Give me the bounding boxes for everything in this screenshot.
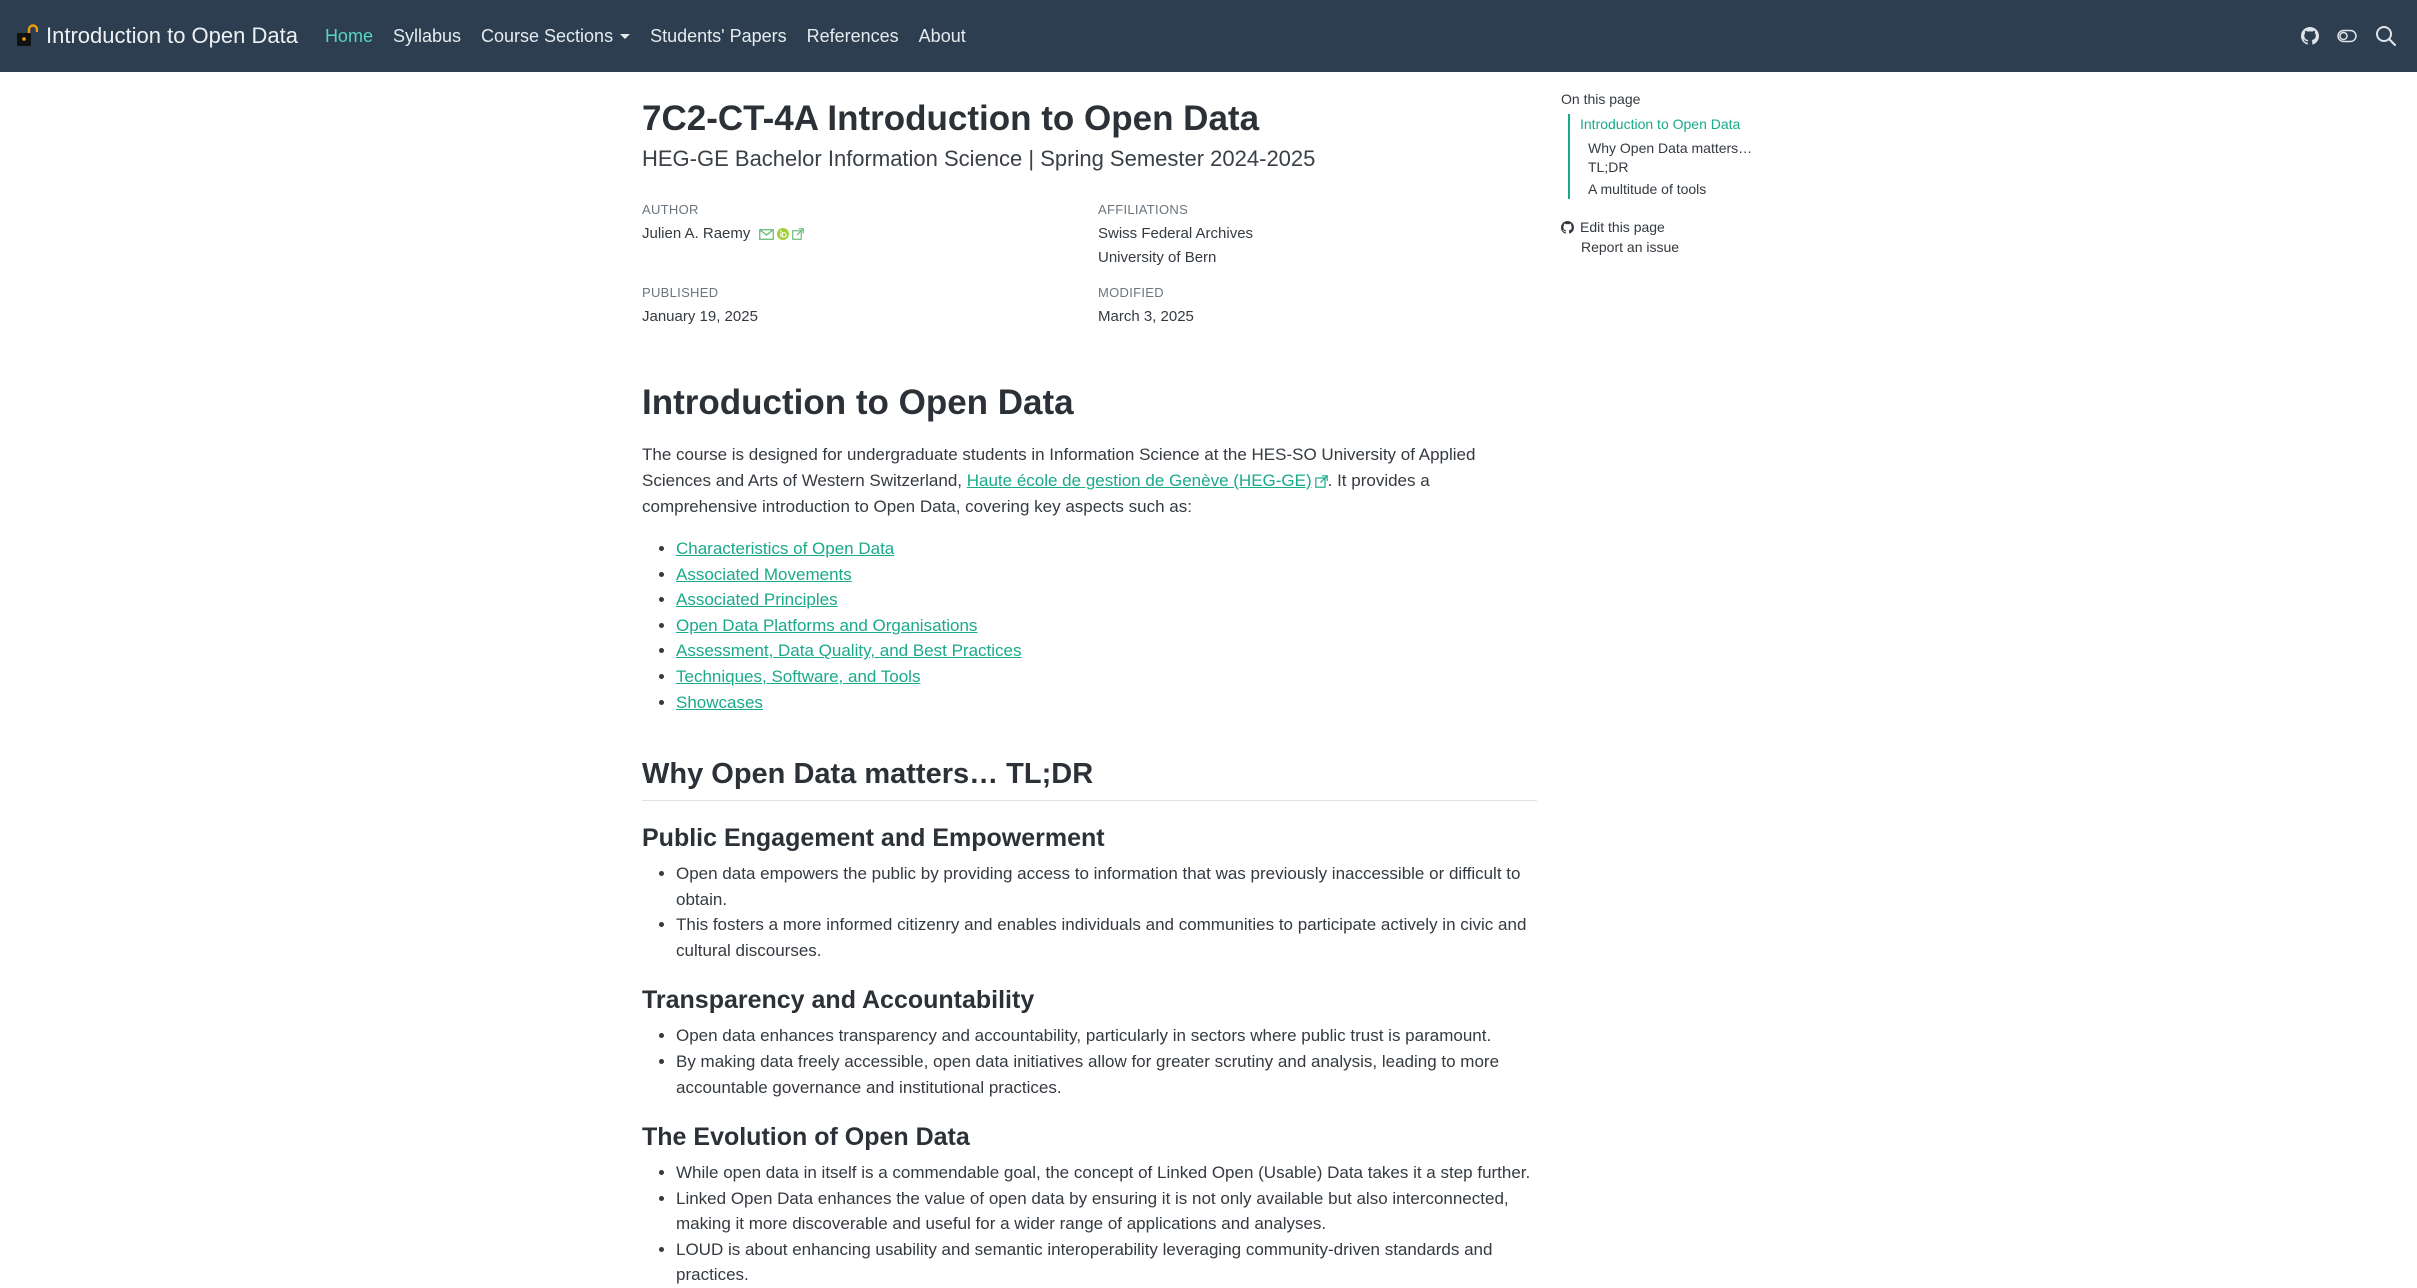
nav-course-sections-label: Course Sections [481, 25, 614, 46]
edit-page-label: Edit this page [1580, 219, 1665, 235]
list-item: • This fosters a more informed citizenry and enables individuals and communities to participate actively in civic and cultural discourses. [676, 912, 1537, 963]
theme-toggle[interactable] [2337, 29, 2357, 43]
github-icon [1561, 221, 1574, 234]
nav-home[interactable]: Home [324, 25, 373, 46]
title-meta [642, 202, 1537, 352]
author-block [642, 202, 807, 246]
bullet-list [642, 1023, 1537, 1100]
section-link[interactable]: Assessment, Data Quality, and Best Practices [676, 641, 1022, 661]
nav-tools [2283, 0, 2397, 72]
intro-heading: Introduction to Open Data [642, 383, 1074, 422]
nav-syllabus[interactable]: Syllabus [392, 25, 461, 46]
search-button[interactable] [2375, 25, 2397, 47]
modified-label: MODIFIED [1098, 285, 1164, 300]
list-item [676, 664, 1537, 690]
published-label: PUBLISHED [642, 285, 719, 300]
list-item [676, 587, 1537, 613]
affiliation-item: University of Bern [1098, 249, 1217, 266]
nav-menu [325, 26, 986, 47]
section-link[interactable]: Open Data Platforms and Organisations [676, 615, 978, 635]
report-issue-link[interactable]: Report an issue [1581, 239, 1680, 255]
list-item: • Open data empowers the public by providing access to information that was previously inaccessible or difficult to obtain. [676, 861, 1537, 912]
affiliations-label: AFFILIATIONS [1098, 202, 1189, 217]
intro-paragraph [642, 442, 1537, 520]
section-heading: Public Engagement and Empowerment [642, 823, 1105, 852]
section-heading: The Evolution of Open Data [642, 1123, 970, 1152]
list-item: • By making data freely accessible, open data initiatives allow for greater scrutiny and analysis, leading to more accountable governance and institutional practices. [676, 1049, 1537, 1100]
section-link[interactable]: Associated Movements [676, 564, 852, 584]
nav-students-papers[interactable]: Students' Papers [650, 25, 787, 46]
intro-text-before: The course is designed for undergraduate students in Information Science at the HES-SO University of Applied Sciences and Arts of Western Switzerland, [642, 445, 1476, 490]
brand-title: Introduction to Open Data [46, 23, 298, 48]
author-label: AUTHOR [642, 202, 699, 217]
toc-item-why[interactable]: Why Open Data matters… TL;DR [1588, 140, 1753, 175]
list-item [676, 536, 1537, 562]
email-icon[interactable] [759, 229, 774, 240]
table-of-contents [1561, 91, 1761, 257]
heg-ge-link[interactable]: Haute école de gestion de Genève (HEG-GE) [966, 471, 1312, 490]
github-icon [2301, 27, 2319, 45]
top-navbar [0, 0, 2417, 72]
course-sections-list [642, 536, 1537, 715]
page-title: 7C2-CT-4A Introduction to Open Data [642, 99, 1260, 138]
modified-block [1098, 285, 1194, 329]
affiliation-item: Swiss Federal Archives [1098, 225, 1254, 242]
list-item: • Open data enhances transparency and accountability, particularly in sectors where public trust is paramount. [676, 1023, 1537, 1049]
toc-item-introduction[interactable]: Introduction to Open Data [1580, 116, 1741, 132]
list-item [676, 613, 1537, 639]
section-link[interactable]: Showcases [676, 692, 763, 712]
orcid-icon[interactable] [777, 228, 789, 240]
list-item: • Linked Open Data enhances the value of open data by ensuring it is not only available but also interconnected, making it more discoverable and useful for a wider range of applications and analyses. [676, 1186, 1537, 1237]
toc-title: On this page [1561, 91, 1641, 107]
nav-course-sections-dropdown[interactable] [481, 26, 630, 47]
bullet-list [642, 861, 1537, 963]
external-link-icon[interactable] [792, 228, 804, 240]
author-line [642, 222, 807, 246]
section-link[interactable]: Associated Principles [676, 590, 838, 610]
author-icons [759, 228, 807, 240]
modified-date: March 3, 2025 [1098, 308, 1194, 325]
intro-text-after: . It provides a comprehensive introduction to Open Data, covering key aspects such as: [642, 471, 1430, 516]
brand-link[interactable] [16, 23, 298, 49]
section-link[interactable]: Characteristics of Open Data [676, 539, 895, 558]
section-link[interactable]: Techniques, Software, and Tools [676, 666, 921, 686]
list-item: • LOUD is about enhancing usability and semantic interoperability leveraging community-driven standards and practices. [676, 1237, 1537, 1288]
github-button[interactable] [2301, 27, 2319, 45]
published-block [642, 285, 758, 329]
toc-sublist [1588, 139, 1761, 199]
external-link-icon [1315, 475, 1328, 488]
open-lock-icon [16, 24, 38, 48]
page-subtitle: HEG-GE Bachelor Information Science | Spring Semester 2024-2025 [642, 146, 1316, 171]
why-heading: Why Open Data matters… TL;DR [642, 757, 1537, 801]
toc-item-tools[interactable]: A multitude of tools [1588, 181, 1707, 197]
toc-list [1568, 114, 1761, 199]
toc-actions [1561, 217, 1761, 257]
list-item: • While open data in itself is a commendable goal, the concept of Linked Open (Usable) Data takes it a step further. [676, 1160, 1537, 1186]
edit-page-link[interactable] [1561, 217, 1761, 237]
section-heading: Transparency and Accountability [642, 986, 1035, 1015]
author-name: Julien A. Raemy [642, 225, 751, 242]
bullet-list [642, 1160, 1537, 1288]
nav-references[interactable]: References [806, 25, 899, 46]
search-icon [2375, 25, 2397, 47]
main-content [642, 98, 1537, 1288]
nav-about[interactable]: About [918, 25, 966, 46]
list-item [676, 690, 1537, 716]
list-item [676, 638, 1537, 664]
toggle-switch-icon [2337, 29, 2357, 43]
published-date: January 19, 2025 [642, 308, 758, 325]
affiliations-block [1098, 202, 1253, 270]
caret-down-icon [620, 34, 630, 39]
list-item [676, 562, 1537, 588]
